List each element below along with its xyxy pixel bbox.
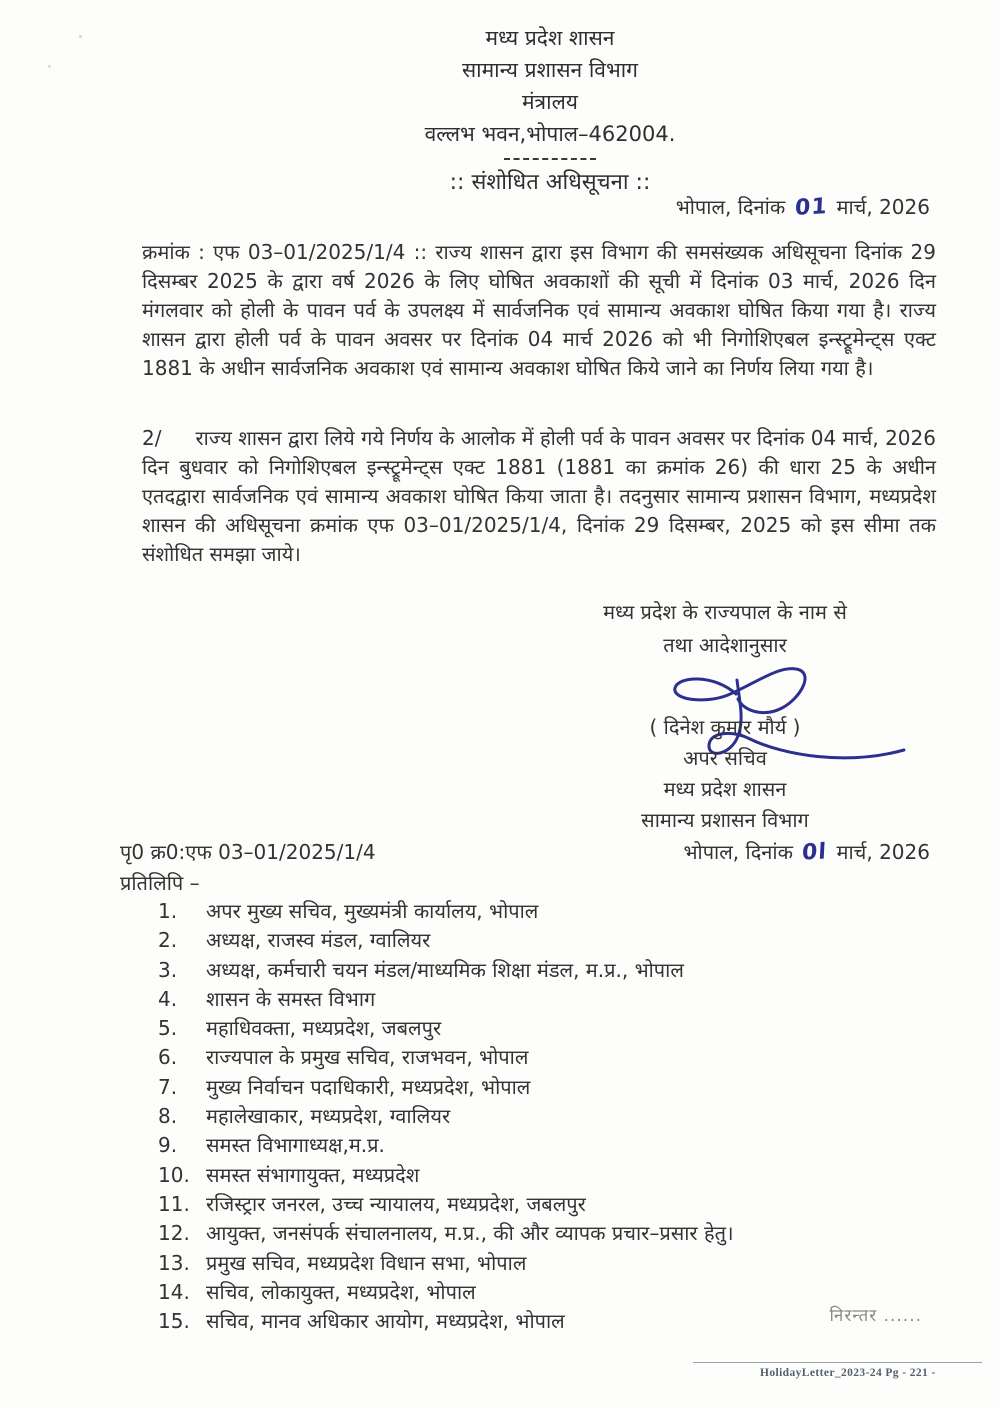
list-item-text: राज्यपाल के प्रमुख सचिव, राजभवन, भोपाल — [206, 1045, 529, 1070]
list-item — [158, 1043, 918, 1072]
list-item-text: समस्त विभागाध्यक्ष,म.प्र. — [206, 1133, 385, 1158]
list-item — [158, 1161, 918, 1190]
org-name-line3: मंत्रालय — [521, 90, 578, 114]
list-item — [158, 926, 918, 955]
issue-date-suffix: मार्च, 2026 — [836, 195, 930, 219]
list-item-text: सचिव, लोकायुक्त, मध्यप्रदेश, भोपाल — [206, 1279, 476, 1304]
list-item-number: 4. — [158, 986, 178, 1011]
list-item — [158, 1190, 918, 1219]
signatory-name: ( दिनेश कुमार मौर्य ) — [649, 715, 801, 739]
paragraph-2 — [142, 424, 936, 569]
list-item-text: रजिस्ट्रार जनरल, उच्च न्यायालय, मध्यप्रदेश, जबलपुर — [206, 1191, 586, 1216]
paragraph-1: क्रमांक : एफ 03–01/2025/1/4 :: राज्य शासन द्वारा इस विभाग की समसंख्यक अधिसूचना दिनांक 29 दिसम्बर 2025 के द्वारा वर्ष 2026 के लिए घोषित अवकाशों की सूची में दिनांक 03 मार्च, 2026 दिन मंगलवार को होली के पावन पर्व के उपलक्ष्य में सार्वजनिक एवं सामान्य अवकाश घोषित किया गया है। राज्य शासन द्वारा होली पर्व के पावन अवसर पर दिनांक 04 मार्च 2026 को भी निगोशिएबल इन्स्ट्रूमेन्ट्स एक्ट 1881 के अधीन सार्वजनिक अवकाश एवं सामान्य अवकाश घोषित किये जाने का निर्णय लिया गया है। — [142, 240, 936, 380]
list-item-text: मुख्य निर्वाचन पदाधिकारी, मध्यप्रदेश, भोपाल — [206, 1074, 531, 1099]
list-item-number: 11. — [158, 1191, 190, 1216]
list-item-text: समस्त संभागायुक्त, मध्यप्रदेश — [206, 1162, 420, 1187]
letterhead — [300, 22, 800, 164]
signatory-org1: मध्य प्रदेश शासन — [663, 777, 787, 801]
list-item-number: 1. — [158, 899, 178, 923]
continuation-note: निरन्तर ...... — [829, 1306, 922, 1326]
list-item-text: महालेखाकार, मध्यप्रदेश, ग्वालियर — [206, 1104, 451, 1129]
list-item-number: 13. — [158, 1250, 190, 1275]
org-name-line1: मध्य प्रदेश शासन — [485, 26, 615, 50]
list-item — [158, 1102, 918, 1131]
handwritten-day-bottom: 0l — [801, 839, 828, 866]
list-item — [158, 985, 918, 1014]
header-divider-line — [504, 158, 596, 160]
list-item-number: 14. — [158, 1279, 190, 1304]
list-item-text: सचिव, मानव अधिकार आयोग, मध्यप्रदेश, भोपाल — [206, 1309, 565, 1334]
scan-speck — [48, 65, 51, 68]
list-item-number: 15. — [158, 1309, 190, 1334]
authority-line1: मध्य प्रदेश के राज्यपाल के नाम से — [603, 600, 847, 624]
footer-rule — [693, 1362, 982, 1363]
org-name-line2: सामान्य प्रशासन विभाग — [461, 58, 639, 82]
list-item — [158, 1278, 918, 1307]
list-item — [158, 1131, 918, 1160]
list-item-number: 2. — [158, 928, 178, 953]
signatory-designation: अपर सचिव — [683, 746, 767, 770]
signatory-block — [555, 712, 895, 836]
list-item-text: आयुक्त, जनसंपर्क संचालनालय, म.प्र., की और व्यापक प्रचार–प्रसार हेतु। — [206, 1221, 734, 1246]
list-item-number: 10. — [158, 1162, 190, 1187]
list-item-text: शासन के समस्त विभाग — [206, 986, 376, 1011]
list-item-number: 7. — [158, 1074, 178, 1099]
list-item-text: प्रमुख सचिव, मध्यप्रदेश विधान सभा, भोपाल — [206, 1250, 527, 1275]
list-item-number: 3. — [158, 957, 178, 982]
list-item — [158, 1073, 918, 1102]
endorsement-date-prefix: भोपाल, दिनांक — [683, 840, 793, 864]
list-item-number: 8. — [158, 1104, 178, 1129]
list-item-text: अपर मुख्य सचिव, मुख्यमंत्री कार्यालय, भोपाल — [206, 899, 539, 923]
notice-title: :: संशोधित अधिसूचना :: — [449, 170, 651, 195]
list-item — [158, 1307, 918, 1336]
issue-date-line — [676, 193, 930, 220]
list-item-text: महाधिवक्ता, मध्यप्रदेश, जबलपुर — [206, 1016, 442, 1041]
org-address: वल्लभ भवन,भोपाल–462004. — [424, 122, 676, 146]
endorsement-date-line — [683, 838, 930, 865]
list-item — [158, 1219, 918, 1248]
footer-page-label: HolidayLetter_2023-24 Pg - 221 - — [760, 1367, 936, 1379]
list-item — [158, 1014, 918, 1043]
list-item-text: अध्यक्ष, राजस्व मंडल, ग्वालियर — [206, 928, 431, 953]
copies-list — [158, 897, 918, 1336]
list-item-number: 5. — [158, 1016, 178, 1041]
endorsement-date-suffix: मार्च, 2026 — [836, 840, 930, 864]
issue-date-prefix: भोपाल, दिनांक — [675, 195, 786, 219]
authority-block — [555, 596, 895, 662]
signatory-org2: सामान्य प्रशासन विभाग — [641, 808, 809, 832]
copy-to-label: प्रतिलिपि – — [120, 871, 200, 895]
list-item — [158, 897, 918, 926]
list-item-number: 12. — [158, 1221, 190, 1246]
authority-line2: तथा आदेशानुसार — [663, 633, 787, 657]
list-item-number: 6. — [158, 1045, 178, 1070]
list-item — [158, 1249, 918, 1278]
endorsement-reference: पृ0 क्र0:एफ 03–01/2025/1/4 — [120, 840, 376, 864]
scan-speck — [79, 35, 82, 38]
list-item-number: 9. — [158, 1133, 178, 1158]
paragraph-2-text: राज्य शासन द्वारा लिये गये निर्णय के आलोक में होली पर्व के पावन अवसर पर दिनांक 04 मार्च, 2026 दिन बुधवार को निगोशिएबल इन्स्ट्रूमेन्ट्स एक्ट 1881 (1881 का क्रमांक 26) की धारा 25 के अधीन एतदद्वारा सार्वजनिक एवं सामान्य अवकाश घोषित किया जाता है। तदनुसार सामान्य प्रशासन विभाग, मध्यप्रदेश शासन की अधिसूचना क्रमांक एफ 03–01/2025/1/4, दिनांक 29 दिसम्बर, 2025 को इस सीमा तक संशोधित समझा जाये। — [142, 426, 936, 566]
paragraph-2-marker: 2/ — [142, 426, 162, 450]
handwritten-day-top: 01 — [793, 194, 828, 221]
list-item-text: अध्यक्ष, कर्मचारी चयन मंडल/माध्यमिक शिक्षा मंडल, म.प्र., भोपाल — [206, 957, 684, 982]
list-item — [158, 956, 918, 985]
